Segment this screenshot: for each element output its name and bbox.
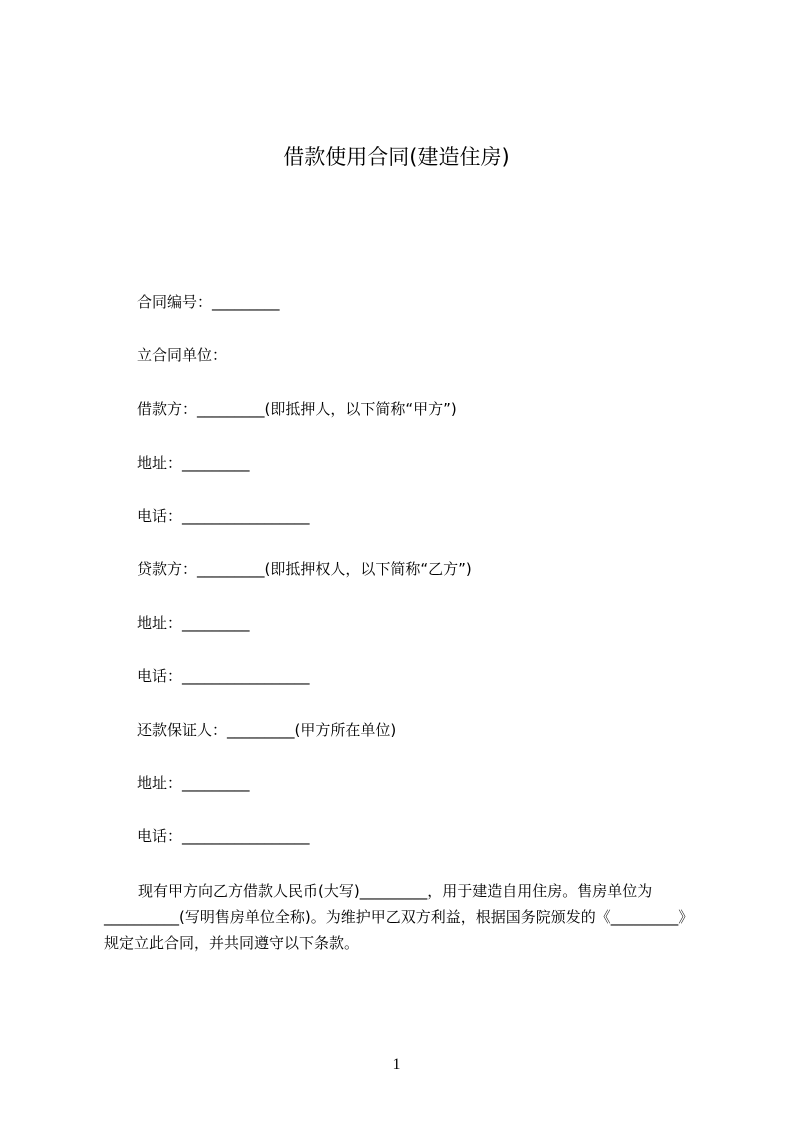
document-title: 借款使用合同(建造住房) (283, 145, 510, 169)
lender-address-field: 地址：_________ (137, 614, 250, 632)
lender-phone-field: 电话：_________________ (137, 667, 310, 685)
guarantor-field: 还款保证人：_________(甲方所在单位) (137, 721, 397, 739)
guarantor-address-field: 地址：_________ (137, 774, 250, 792)
contracting-parties-label: 立合同单位： (137, 346, 228, 364)
borrower-address-field: 地址：_________ (137, 454, 250, 472)
borrower-field: 借款方：_________(即抵押人，以下简称“甲方”) (137, 400, 457, 418)
lender-field: 贷款方：_________(即抵押权人，以下简称“乙方”) (137, 560, 472, 578)
page-number: 1 (392, 1056, 401, 1073)
intro-paragraph-text: 现有甲方向乙方借款人民币(大写)_________，用于建造自用住房。售房单位为__________(写明售房单位全称)。为维护甲乙双方利益，根据国务院颁发的《_________》规定立此合同，并共同遵守以下条款。 (104, 882, 694, 952)
intro-paragraph (104, 878, 704, 956)
guarantor-phone-field: 电话：_________________ (137, 827, 310, 845)
borrower-phone-field: 电话：_________________ (137, 507, 310, 525)
contract-number-field: 合同编号：_________ (137, 293, 280, 311)
